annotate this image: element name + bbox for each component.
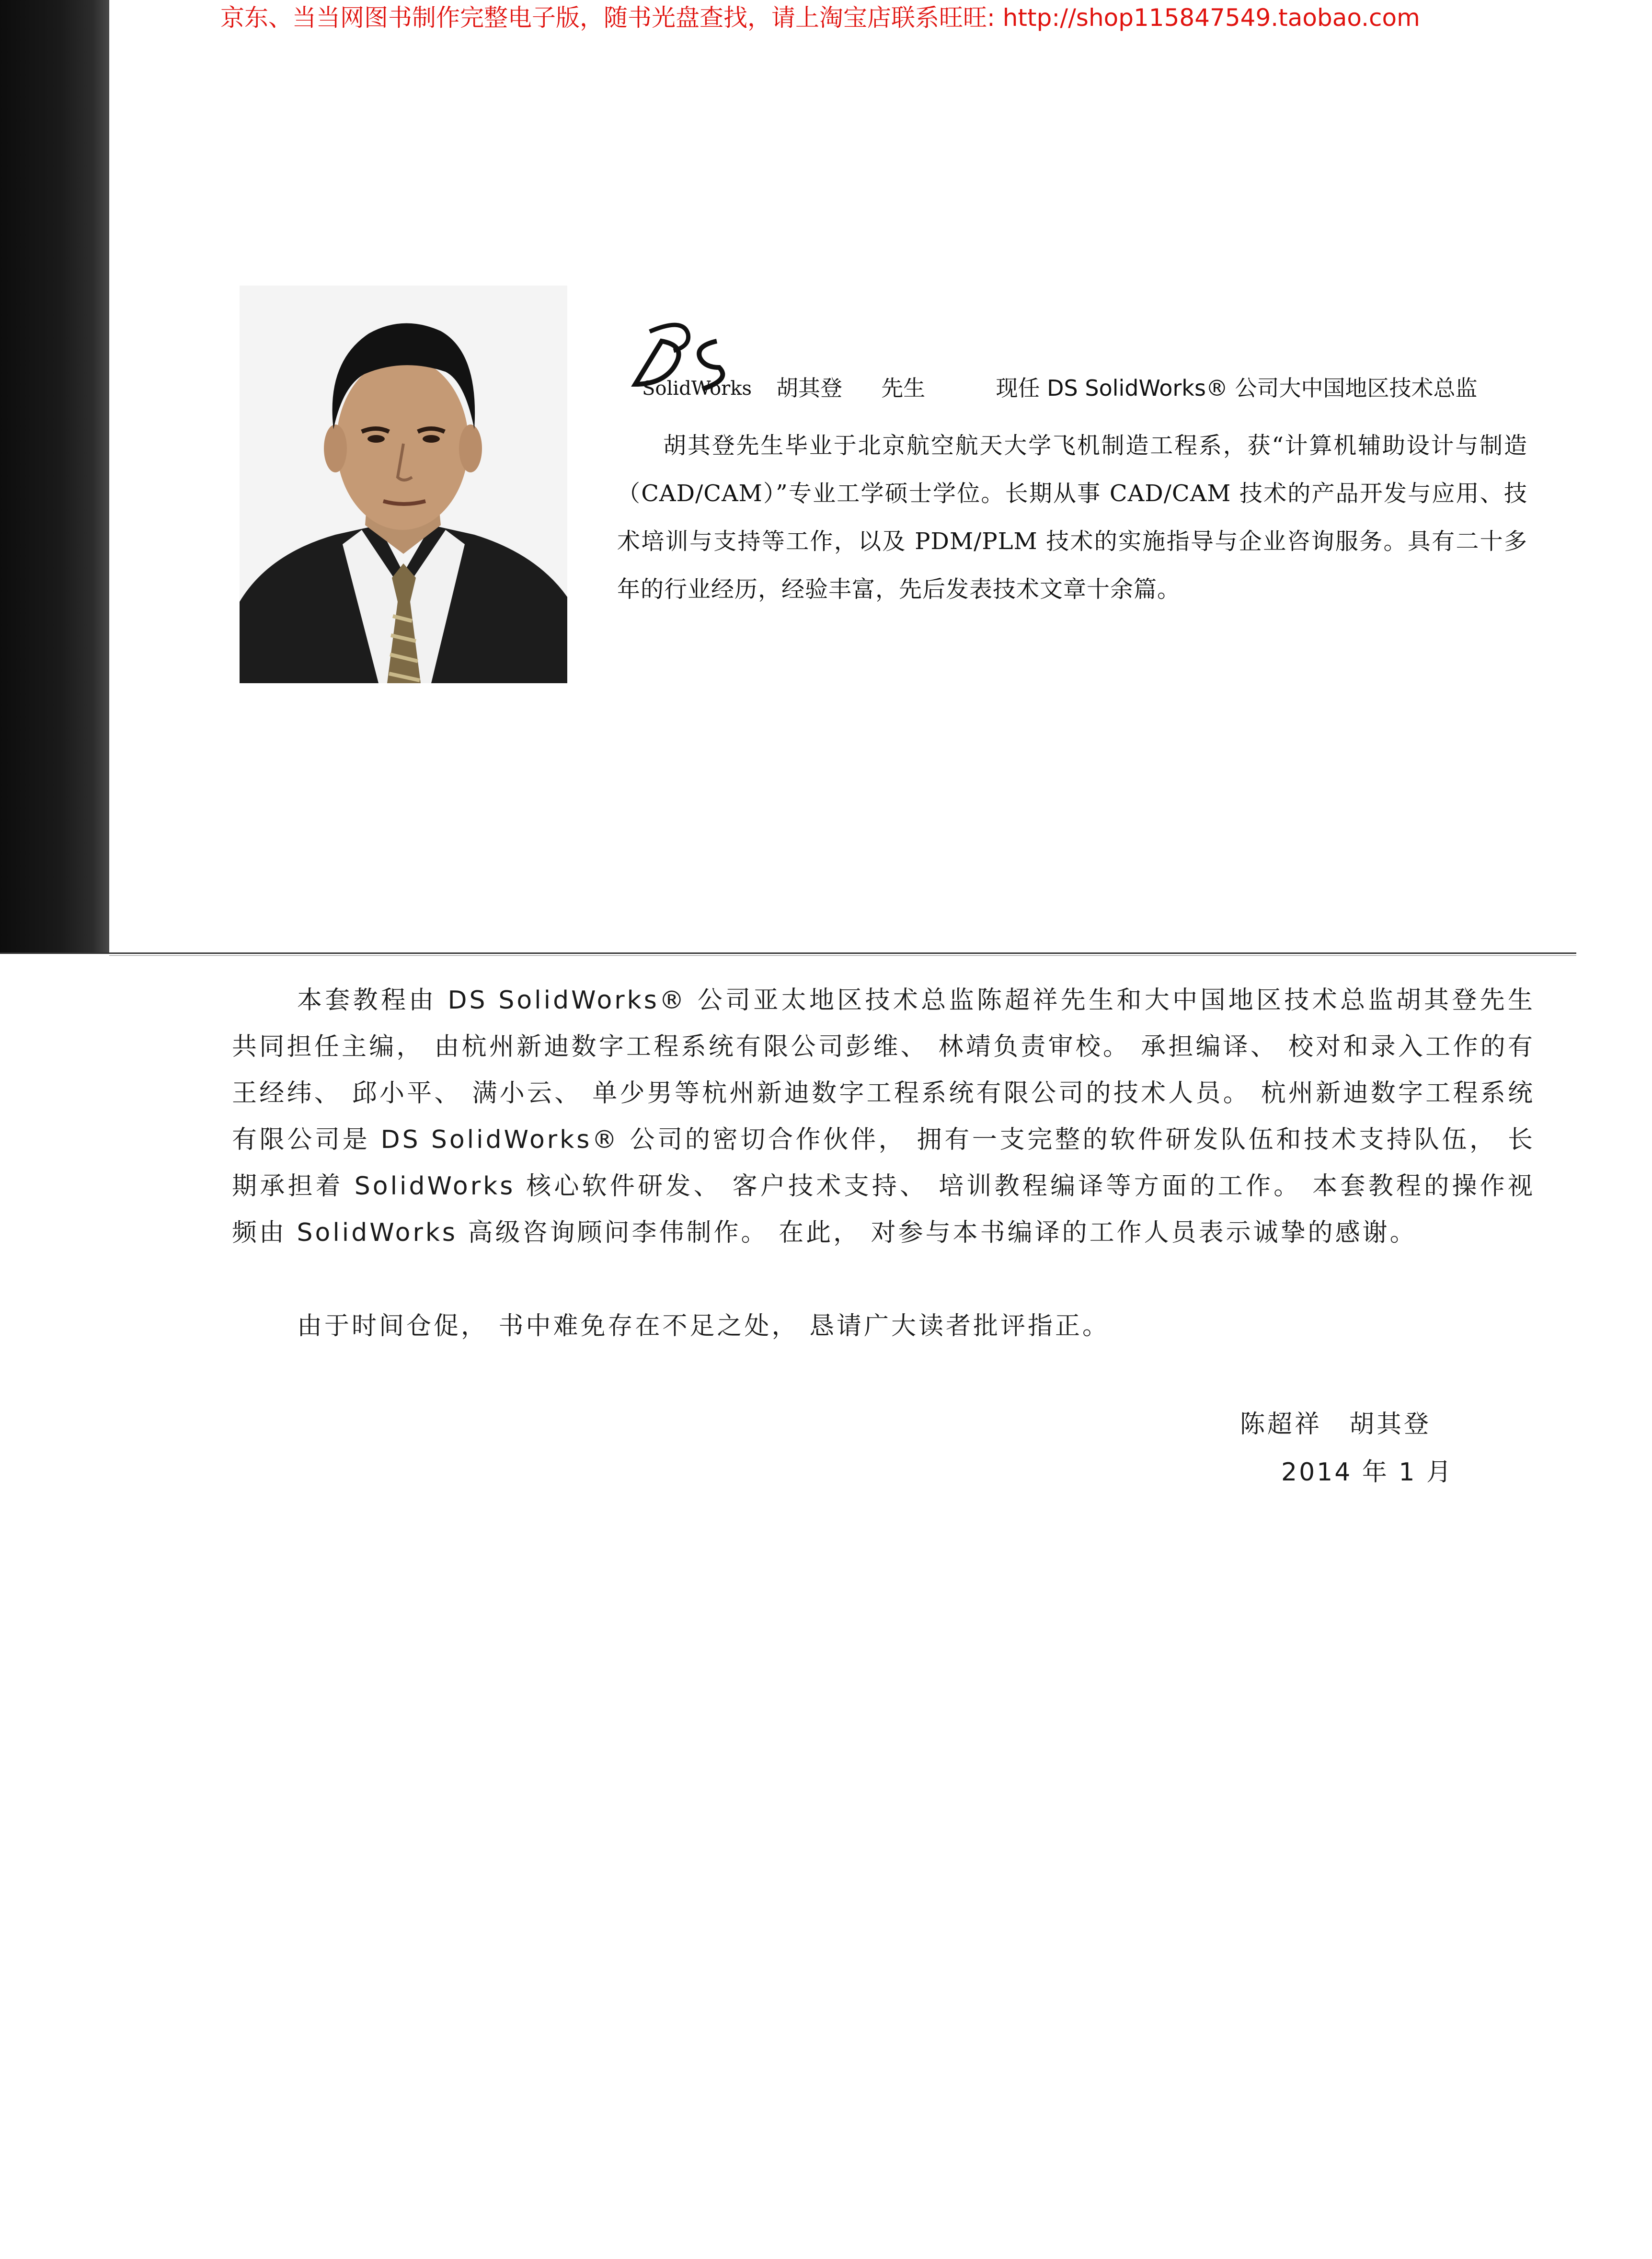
- section-divider: [0, 952, 1576, 954]
- watermark-banner: 京东、当当网图书制作完整电子版，随书光盘查找，请上淘宝店联系旺旺: http://shop115847549.taobao.com: [220, 4, 1420, 32]
- logo-wordmark: SolidWorks: [642, 378, 752, 400]
- author-honorific: 先生: [881, 375, 926, 401]
- author-header: [776, 371, 1478, 402]
- preface-paragraph-2: 由于时间仓促， 书中难免存在不足之处， 恳请广大读者批评指正。: [297, 1312, 1110, 1341]
- author-name: 胡其登: [776, 375, 842, 401]
- preface-paragraph-1: 本套教程由 DS SolidWorks® 公司亚太地区技术总监陈超祥先生和大中国地区技术总监胡其登先生共同担任主编， 由杭州新迪数字工程系统有限公司彭维、 林靖负责审校。 承担编译、 校对和录入工作的有王经纬、 邱小平、 满小云、 单少男等杭州新迪数字工程系统有限公司的技术人员。 杭州新迪数字工程系统有限公司是 DS SolidWorks® 公司的密切合作伙伴， 拥有一支完整的软件研发队伍和技术支持队伍， 长期承担着 SolidWorks 核心软件研发、 客户技术支持、 培训教程编译等方面的工作。 本套教程的操作视频由 SolidWorks 高级咨询顾问李伟制作。 在此， 对参与本书编译的工作人员表示诚挚的感谢。: [232, 986, 1535, 1247]
- left-scan-edge: [0, 0, 109, 953]
- author-position: 现任 DS SolidWorks® 公司大中国地区技术总监: [996, 375, 1478, 401]
- author-portrait-photo: [240, 286, 567, 683]
- author-bio: 胡其登先生毕业于北京航空航天大学飞机制造工程系，获“计算机辅助设计与制造（CAD/CAM）”专业工学硕士学位。长期从事 CAD/CAM 技术的产品开发与应用、技术培训与支持等工作，以及 PDM/PLM 技术的实施指导与企业咨询服务。具有二十多年的行业经历，经验丰富，先后发表技术文章十余篇。: [617, 432, 1527, 603]
- signature-date: 2014 年 1 月: [1281, 1458, 1454, 1487]
- signature-names: 陈超祥 胡其登: [1240, 1410, 1432, 1439]
- section-divider-thin: [109, 955, 1576, 956]
